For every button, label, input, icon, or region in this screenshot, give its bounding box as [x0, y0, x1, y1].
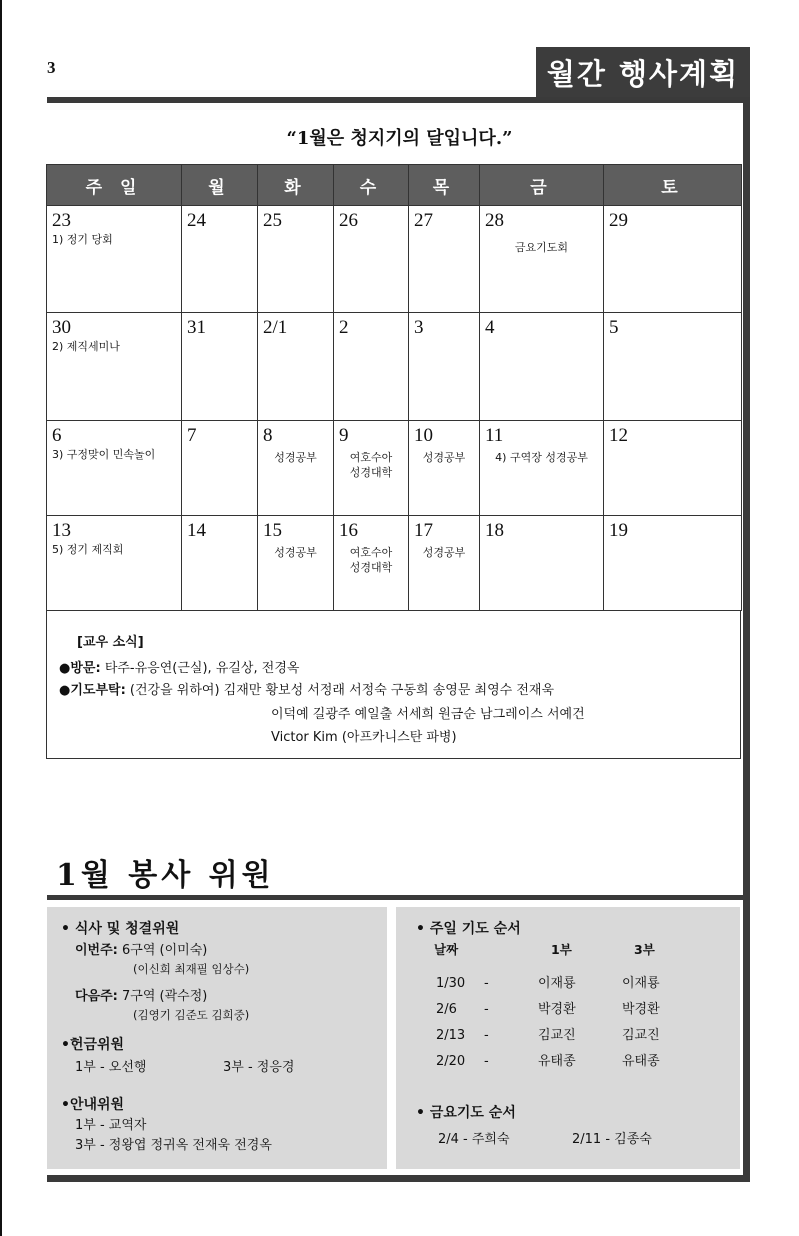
weekday-header: 주 일 — [47, 165, 182, 206]
day-number: 9 — [339, 425, 349, 446]
next-week-value: 7구역 (곽수정) — [122, 989, 208, 1004]
calendar-day — [47, 421, 182, 516]
bottom-divider — [47, 1175, 750, 1182]
calendar-day — [334, 516, 409, 611]
calendar-day — [604, 421, 742, 516]
day-number: 19 — [609, 520, 628, 541]
prayer-line: 이덕예 길광주 예일출 서세희 원금순 남그레이스 서예건 — [271, 707, 585, 722]
calendar-day — [409, 206, 480, 313]
day-number: 2 — [339, 317, 349, 338]
calendar-day — [47, 206, 182, 313]
calendar-event: 성경공부 — [422, 451, 466, 464]
prayer-first: 이재룡 — [538, 976, 576, 991]
weekday-header: 화 — [258, 165, 334, 206]
calendar-day — [258, 421, 334, 516]
prayer-third: 이재룡 — [622, 976, 660, 991]
sunday-prayer-heading: • 주일 기도 순서 — [416, 921, 521, 937]
day-number: 17 — [414, 520, 433, 541]
weekday-header: 수 — [334, 165, 409, 206]
weekday-header: 목 — [409, 165, 480, 206]
news-prayer — [59, 681, 554, 701]
prayer-third: 유태종 — [622, 1054, 660, 1069]
day-number: 31 — [187, 317, 206, 338]
calendar-day — [480, 516, 604, 611]
month-theme: “1월은 청지기의 달입니다.” — [286, 128, 513, 149]
offering-third: 3부 - 정응경 — [223, 1060, 295, 1075]
calendar-day — [480, 313, 604, 421]
calendar-week — [47, 516, 742, 611]
weekday-header: 월 — [182, 165, 258, 206]
calendar-header-row — [47, 165, 742, 206]
day-number: 13 — [52, 520, 71, 541]
calendar-day — [334, 313, 409, 421]
top-divider — [47, 97, 750, 103]
calendar-day — [604, 206, 742, 313]
visit-label: ●방문: — [59, 661, 101, 676]
calendar-event: 성경대학 — [349, 561, 393, 574]
prayer-date: 2/20 — [436, 1054, 466, 1069]
day-number: 4 — [485, 317, 495, 338]
prayer-label: ●기도부탁: — [59, 683, 126, 698]
calendar-day — [47, 516, 182, 611]
calendar-event: 4) 구역장 성경공부 — [495, 451, 588, 464]
service-panel-right — [396, 907, 740, 1169]
prayer-first: 김교진 — [538, 1028, 576, 1043]
usher-heading: •안내위원 — [61, 1097, 125, 1113]
calendar-day — [47, 313, 182, 421]
day-number: 14 — [187, 520, 206, 541]
prayer-dash: - — [484, 1054, 489, 1069]
calendar-table — [46, 164, 742, 611]
prayer-date: 2/13 — [436, 1028, 466, 1043]
calendar-day — [409, 421, 480, 516]
day-number: 23 — [52, 210, 71, 231]
calendar-day — [604, 313, 742, 421]
next-week-label: 다음주: — [75, 989, 118, 1004]
this-week-members: (이신희 최재필 임상수) — [133, 962, 250, 976]
congregation-news — [46, 611, 741, 759]
calendar-event: 여호수아 — [349, 546, 393, 559]
usher-third: 3부 - 정왕엽 정귀옥 전재욱 전경옥 — [75, 1138, 272, 1153]
calendar-day — [480, 206, 604, 313]
meal-next-week — [75, 989, 207, 1005]
prayer-dash: - — [484, 976, 489, 991]
meal-this-week — [75, 943, 207, 959]
friday-entry: 2/4 - 주희숙 — [438, 1132, 510, 1147]
day-number: 6 — [52, 425, 62, 446]
this-week-value: 6구역 (이미숙) — [122, 943, 208, 958]
prayer-date: 1/30 — [436, 976, 466, 991]
prayer-dash: - — [484, 1028, 489, 1043]
service-panel-left — [47, 907, 387, 1169]
day-number: 5 — [609, 317, 619, 338]
calendar-event: 3) 구정맞이 민속놀이 — [52, 448, 156, 461]
calendar-day — [480, 421, 604, 516]
prayer-third: 박경환 — [622, 1002, 660, 1017]
calendar-day — [409, 313, 480, 421]
day-number: 26 — [339, 210, 358, 231]
visit-text: 타주-유응연(근실), 유길상, 전경옥 — [104, 661, 300, 676]
day-number: 16 — [339, 520, 358, 541]
calendar-event: 1) 정기 당회 — [52, 233, 113, 246]
day-number: 25 — [263, 210, 282, 231]
calendar-event: 성경공부 — [422, 546, 466, 559]
calendar-day — [182, 421, 258, 516]
day-number: 30 — [52, 317, 71, 338]
prayer-date: 2/6 — [436, 1002, 457, 1017]
calendar-event: 5) 정기 제직회 — [52, 543, 124, 556]
calendar-event: 2) 제직세미나 — [52, 340, 120, 353]
prayer-line: Victor Kim (아프카니스탄 파병) — [271, 730, 457, 745]
calendar-day — [409, 516, 480, 611]
next-week-members: (김영기 김준도 김희중) — [133, 1008, 250, 1022]
calendar-day — [258, 313, 334, 421]
offering-first: 1부 - 오선행 — [75, 1060, 147, 1075]
calendar-event: 성경공부 — [274, 451, 317, 464]
calendar-day — [604, 516, 742, 611]
prayer-first: 박경환 — [538, 1002, 576, 1017]
weekday-header: 토 — [604, 165, 742, 206]
calendar-week — [47, 206, 742, 313]
news-visit — [59, 659, 299, 679]
day-number: 11 — [485, 425, 504, 446]
day-number: 29 — [609, 210, 628, 231]
page-title: 월간 행사계획 — [536, 47, 750, 97]
calendar-day — [258, 516, 334, 611]
page-number: 3 — [47, 58, 56, 77]
calendar-day — [258, 206, 334, 313]
calendar-day — [334, 421, 409, 516]
calendar-day — [334, 206, 409, 313]
day-number: 18 — [485, 520, 504, 541]
day-number: 2/1 — [263, 317, 288, 338]
calendar-event: 성경공부 — [274, 546, 317, 559]
calendar-event: 금요기도회 — [514, 241, 569, 254]
offering-heading: •헌금위원 — [61, 1037, 125, 1053]
day-number: 10 — [414, 425, 433, 446]
this-week-label: 이번주: — [75, 943, 118, 958]
friday-prayer-heading: • 금요기도 순서 — [416, 1105, 516, 1121]
calendar-day — [182, 516, 258, 611]
col-third: 3부 — [634, 942, 655, 957]
friday-entry: 2/11 - 김종숙 — [572, 1132, 652, 1147]
day-number: 7 — [187, 425, 197, 446]
service-divider — [47, 895, 750, 900]
page-left-border — [0, 0, 2, 1236]
prayer-dash: - — [484, 1002, 489, 1017]
calendar-event: 성경대학 — [349, 466, 393, 479]
prayer-first: 유태종 — [538, 1054, 576, 1069]
day-number: 12 — [609, 425, 628, 446]
day-number: 27 — [414, 210, 433, 231]
calendar-day — [182, 313, 258, 421]
usher-first: 1부 - 교역자 — [75, 1118, 147, 1133]
news-heading: [교우 소식] — [77, 635, 144, 650]
prayer-line: (건강을 위하여) 김재만 황보성 서정래 서정숙 구동희 송영문 최영수 전재욱 — [129, 683, 554, 698]
day-number: 3 — [414, 317, 424, 338]
day-number: 28 — [485, 210, 504, 231]
right-shadow-border — [743, 97, 750, 1182]
day-number: 8 — [263, 425, 273, 446]
calendar-event: 여호수아 — [349, 451, 393, 464]
service-title: 1월 봉사 위원 — [56, 858, 275, 893]
day-number: 15 — [263, 520, 282, 541]
weekday-header: 금 — [480, 165, 604, 206]
meal-heading: • 식사 및 청결위원 — [61, 921, 180, 937]
calendar-week — [47, 421, 742, 516]
prayer-third: 김교진 — [622, 1028, 660, 1043]
day-number: 24 — [187, 210, 206, 231]
calendar-day — [182, 206, 258, 313]
calendar-week — [47, 313, 742, 421]
col-date: 날짜 — [434, 942, 459, 957]
col-first: 1부 — [551, 942, 572, 957]
